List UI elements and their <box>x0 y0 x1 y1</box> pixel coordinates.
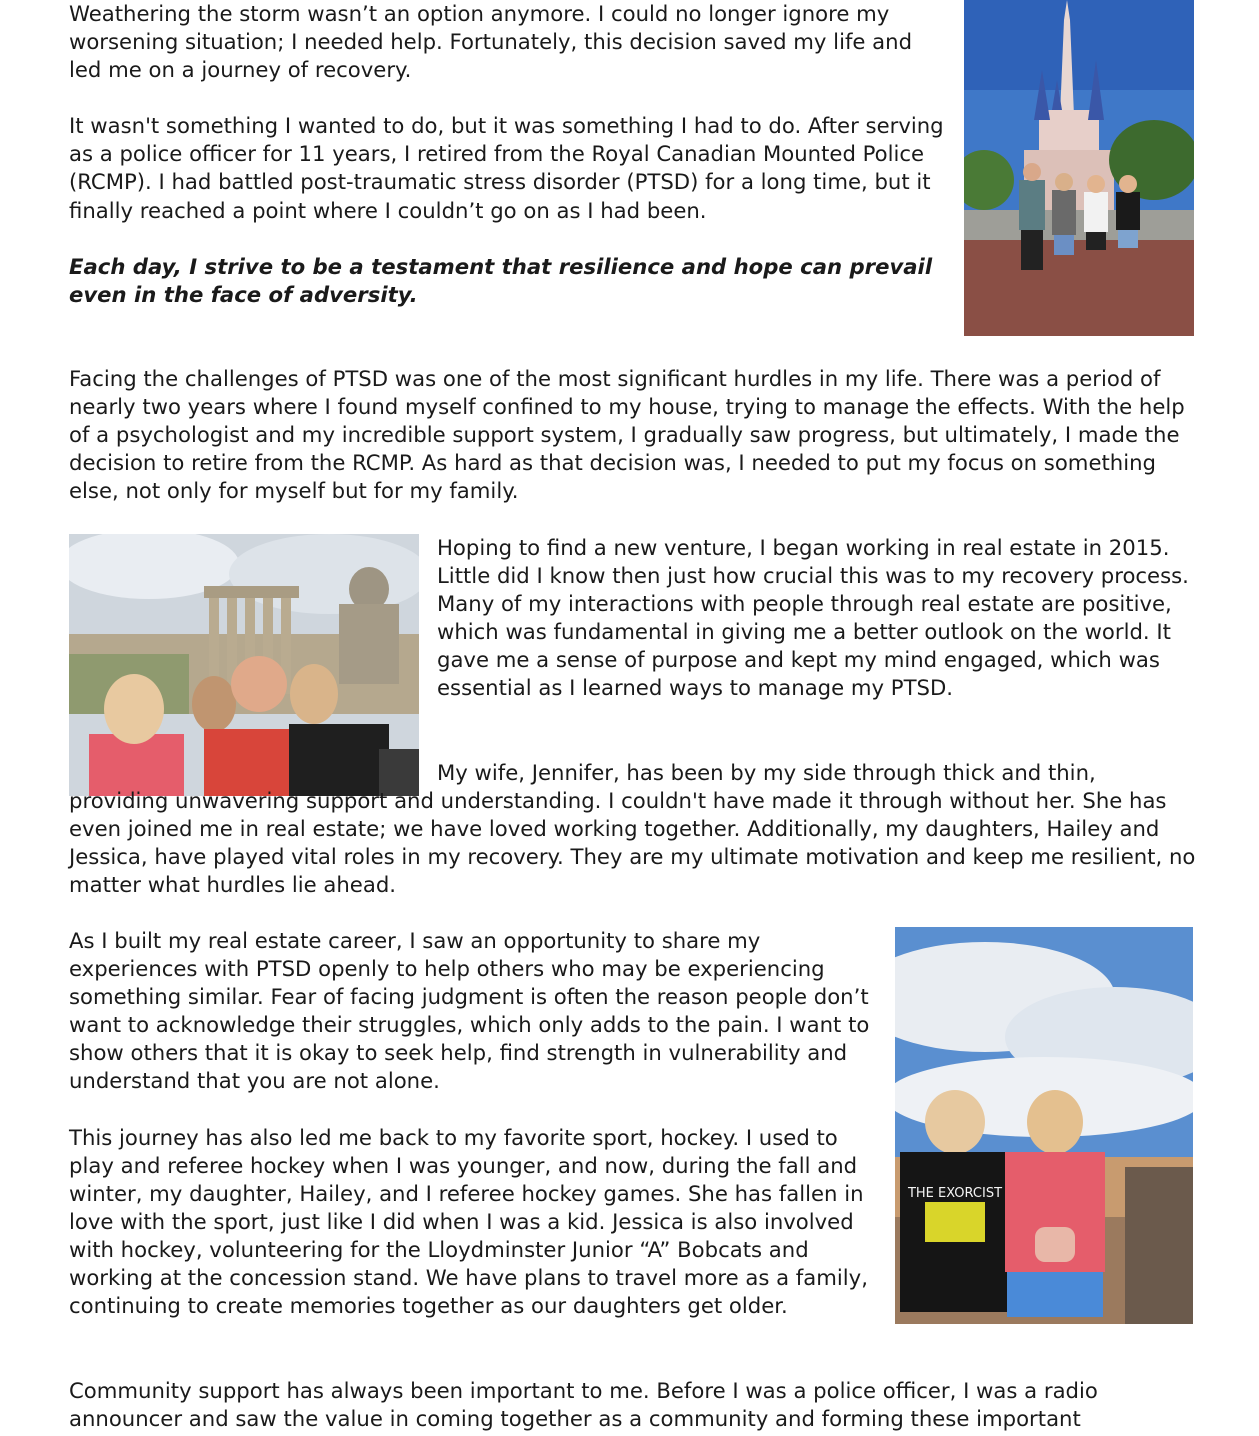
paragraph-community-support: Community support has always been important to me. Before I was a police officer, I was a radio announcer and saw the value in coming together as a community and forming these important <box>69 1378 1098 1432</box>
paragraph-wife-wrap <box>69 759 1199 899</box>
photo-family-rome <box>69 534 419 796</box>
paragraph-weathering-storm: Weathering the storm wasn’t an option anymore. I could no longer ignore my worsening situation; I needed help. Fortunately, this decision saved my life and led me on a journey of recovery. <box>69 1 913 83</box>
paragraph-ptsd-challenges: Facing the challenges of PTSD was one of the most significant hurdles in my life. There was a period of nearly two years where I found myself confined to my house, trying to manage the effects. With the help of a psychologist and my incredible support system, I gradually saw progress, but ultimately, I made the decision to retire from the RCMP. As hard as that decision was, I needed to put my focus on something else, not only for myself but for my family. <box>69 366 1185 504</box>
lower-text-column <box>69 927 881 1320</box>
photo-family-castle <box>964 0 1194 336</box>
paragraph-real-estate: Hoping to find a new venture, I began working in real estate in 2015. Little did I know then just how crucial this was to my recovery process. Many of my interactions with people through real estate are positive, which was fundamental in giving me a better outlook on the world. It gave me a sense of purpose and kept my mind engaged, which was essential as I learned ways to manage my PTSD. <box>437 535 1189 701</box>
photo-daughters-city <box>895 927 1193 1324</box>
paragraph-wife-jennifer: My wife, Jennifer, has been by my side through thick and thin, providing unwavering support and understanding. I couldn't have made it through without her. She has even joined me in real estate; we have loved working together. Additionally, my daughters, Hailey and Jessica, have played vital roles in my recovery. They are my ultimate motivation and keep me resilient, no matter what hurdles lie ahead. <box>69 760 1196 898</box>
paragraph-hockey: This journey has also led me back to my favorite sport, hockey. I used to play and referee hockey when I was younger, and now, during the fall and winter, my daughter, Hailey, and I referee hockey games. She has fallen in love with the sport, just like I did when I was a kid. Jessica is also involved with hockey, volunteering for the Lloydminster Junior “A” Bobcats and working at the concession stand. We have plans to travel more as a family, continuing to create memories together as our daughters get older. <box>69 1124 868 1319</box>
paragraph-ptsd-challenges-wrap <box>69 365 1199 505</box>
real-estate-text-column <box>437 534 1197 703</box>
tshirt-text: THE EXORCIST <box>907 1186 1003 1201</box>
paragraph-sharing-experiences: As I built my real estate career, I saw an opportunity to share my experiences with PTSD openly to help others who may be experiencing something similar. Fear of facing judgment is often the reason people don’t want to acknowledge their struggles, which only adds to the pain. I want to show others that it is okay to seek help, find strength in vulnerability and understand that you are not alone. <box>69 928 870 1094</box>
paragraph-retired-rcmp: It wasn't something I wanted to do, but it was something I had to do. After serving as a police officer for 11 years, I retired from the Royal Canadian Mounted Police (RCMP). I had battled post-traumatic stress disorder (PTSD) for a long time, but it finally reached a point where I couldn’t go on as I had been. <box>69 113 944 223</box>
top-text-column <box>69 0 949 309</box>
pull-quote: Each day, I strive to be a testament that resilience and hope can prevail even in the face of adversity. <box>69 253 933 307</box>
paragraph-community-wrap <box>69 1377 1199 1436</box>
